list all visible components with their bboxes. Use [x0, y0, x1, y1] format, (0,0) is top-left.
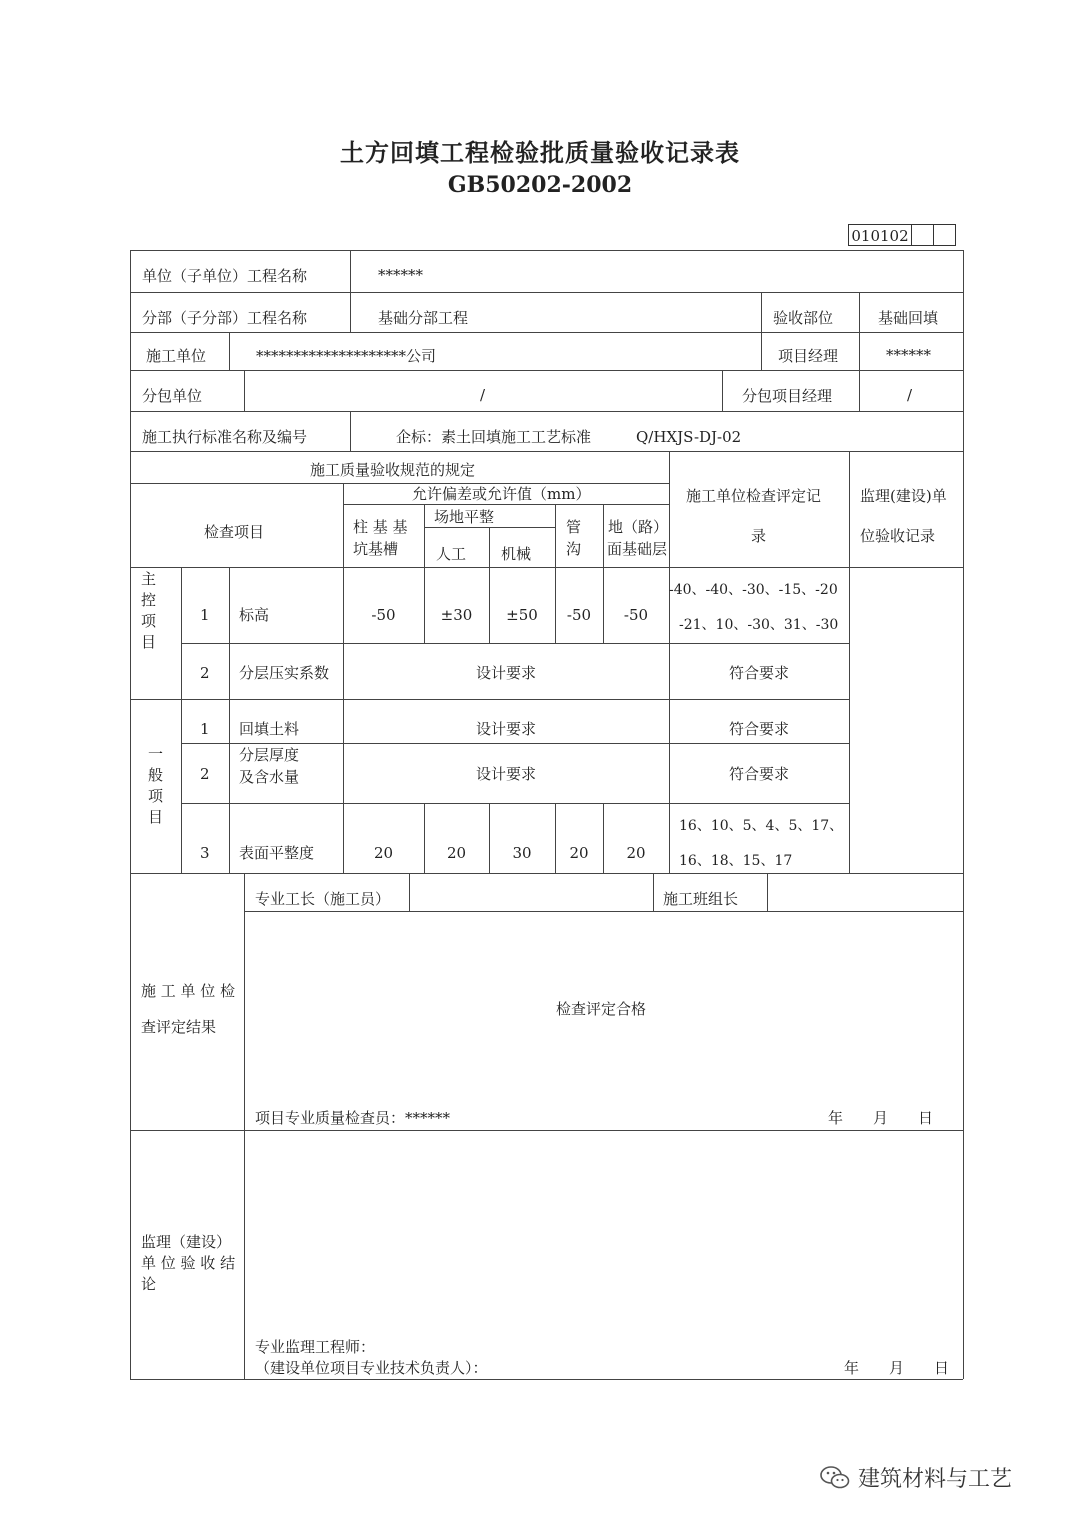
table-rule	[130, 292, 963, 293]
table-rule	[181, 567, 182, 873]
main-group-label-1: 主	[141, 570, 157, 588]
main-item-1-record-line1: -40、-40、-30、-15、-20	[669, 582, 838, 598]
table-rule	[409, 873, 410, 911]
main-item-1-val-manual: ±30	[440, 606, 473, 624]
main-item-1-no: 1	[200, 606, 210, 624]
table-rule	[963, 250, 964, 1379]
sub-project-value: 基础分部工程	[378, 309, 469, 327]
subcontractor-value: /	[480, 386, 486, 404]
table-rule	[722, 370, 723, 411]
standard-code-value: Q/HXJS-DJ-02	[636, 428, 742, 446]
main-item-1-name: 标高	[239, 606, 270, 624]
general-group-label-3: 项	[148, 787, 164, 805]
table-rule	[489, 803, 490, 873]
table-rule	[603, 803, 604, 873]
sub-pm-value: /	[907, 386, 913, 404]
standard-value: 企标：素土回填施工工艺标准	[396, 428, 592, 446]
record-header-line2: 录	[751, 527, 767, 545]
construction-result-label-line1: 施 工 单 位 检	[141, 982, 236, 1000]
general-item-1-name: 回填土料	[239, 720, 300, 738]
acceptance-part-label: 验收部位	[773, 309, 834, 327]
table-rule	[761, 292, 762, 332]
general-item-3-val-machine: 30	[512, 844, 532, 862]
general-item-3-val-ground: 20	[626, 844, 646, 862]
sub-project-label: 分部（子分部）工程名称	[142, 309, 308, 327]
watermark-text: 建筑材料与工艺	[858, 1467, 1013, 1492]
page-title: 土方回填工程检验批质量验收记录表	[340, 138, 740, 167]
table-rule	[489, 527, 490, 643]
table-rule	[859, 292, 860, 332]
table-rule	[859, 332, 860, 370]
general-item-2-no: 2	[200, 765, 210, 783]
constructor-value: ********************公司	[256, 347, 437, 365]
col-site-header: 场地平整	[434, 508, 495, 526]
general-item-3-record-line2: 16、18、15、17	[679, 853, 793, 869]
table-rule	[669, 451, 670, 873]
supervision-label-line1: 监理（建设）	[141, 1233, 232, 1251]
general-group-label-4: 目	[148, 808, 164, 826]
table-rule	[859, 370, 860, 411]
unit-project-value: ******	[378, 266, 423, 284]
tolerance-header: 允许偏差或允许值（mm）	[412, 485, 591, 503]
table-rule	[761, 332, 762, 370]
col-ground-line2: 面基础层	[607, 540, 668, 558]
col-pile-line2: 坑基槽	[353, 540, 399, 558]
supervision-date: 年 月 日	[844, 1359, 950, 1377]
acceptance-part-value: 基础回填	[878, 309, 939, 327]
table-rule	[767, 873, 768, 911]
general-item-3-no: 3	[200, 844, 210, 862]
general-item-3-val-manual: 20	[446, 844, 467, 862]
table-rule	[343, 504, 669, 505]
supervision-engineer: 专业监理工程师：	[255, 1338, 376, 1356]
table-rule	[653, 873, 654, 911]
general-item-2-name-line1: 分层厚度	[239, 746, 300, 764]
col-machine-header: 机械	[501, 545, 532, 563]
main-item-1-val-ground: -50	[623, 606, 649, 624]
table-rule	[244, 873, 245, 1379]
main-item-2-record: 符合要求	[728, 664, 789, 682]
supervision-label-line3: 论	[141, 1275, 157, 1293]
general-item-1-no: 1	[200, 720, 210, 738]
form-code: 010102	[848, 224, 912, 246]
col-ground-line1: 地（路）	[608, 518, 669, 536]
table-rule	[130, 370, 963, 371]
main-item-1-val-machine: ±50	[506, 606, 538, 624]
table-rule	[130, 1379, 963, 1380]
general-item-3-name: 表面平整度	[239, 844, 315, 862]
table-rule	[555, 803, 556, 873]
watermark	[820, 1462, 1012, 1493]
table-rule	[244, 911, 963, 912]
table-rule	[350, 292, 351, 332]
main-group-label-3: 项	[141, 612, 157, 630]
table-rule	[244, 370, 245, 411]
constructor-label: 施工单位	[146, 347, 207, 365]
table-rule	[130, 250, 131, 1379]
team-leader-label: 施工班组长	[663, 890, 739, 908]
table-rule	[181, 643, 849, 644]
project-manager-value: ******	[886, 346, 931, 364]
general-group-label-1: 一	[148, 745, 164, 763]
table-rule	[130, 567, 963, 568]
table-rule	[130, 451, 963, 452]
table-rule	[849, 451, 850, 873]
main-item-2-value: 设计要求	[475, 664, 536, 682]
col-pipe-line1: 管	[566, 518, 582, 536]
quality-inspector: 项目专业质量检查员：******	[255, 1109, 451, 1127]
supervision-header-line2: 位验收记录	[860, 527, 936, 545]
general-group-label-2: 般	[148, 766, 164, 784]
table-rule	[350, 250, 351, 292]
sub-pm-label: 分包项目经理	[742, 387, 833, 405]
general-item-2-value: 设计要求	[475, 765, 536, 783]
table-rule	[350, 411, 351, 451]
supervision-label-line2: 单 位 验 收 结	[141, 1254, 236, 1272]
construction-result-label-line2: 查评定结果	[141, 1018, 217, 1036]
table-rule	[229, 332, 230, 370]
general-item-3-record-line1: 16、10、5、4、5、17、	[679, 818, 844, 834]
table-rule	[130, 483, 669, 484]
table-rule	[181, 803, 849, 804]
main-item-2-name: 分层压实系数	[239, 664, 330, 682]
table-rule	[181, 743, 849, 744]
main-group-label-2: 控	[141, 591, 157, 609]
col-pipe-line2: 沟	[566, 540, 582, 558]
project-manager-label: 项目经理	[778, 347, 839, 365]
foreman-label: 专业工长（施工员）	[255, 890, 391, 908]
general-item-2-name-line2: 及含水量	[239, 768, 300, 786]
general-item-1-record: 符合要求	[728, 720, 789, 738]
general-item-2-record: 符合要求	[728, 765, 789, 783]
col-manual-header: 人工	[436, 545, 467, 563]
check-item-header: 检查项目	[204, 523, 265, 541]
table-rule	[130, 699, 849, 700]
record-header-line1: 施工单位检查评定记	[686, 487, 822, 505]
main-item-1-val-pipe: -50	[566, 606, 592, 624]
general-item-3-val-pile: 20	[373, 844, 394, 862]
table-rule	[229, 567, 230, 873]
subcontractor-label: 分包单位	[142, 387, 203, 405]
supervision-header-line1: 监理(建设)单	[860, 487, 947, 505]
table-rule	[424, 803, 425, 873]
general-item-1-value: 设计要求	[475, 720, 536, 738]
main-item-1-val-pile: -50	[371, 606, 396, 624]
standard-label: 施工执行标准名称及编号	[142, 428, 308, 446]
main-item-2-no: 2	[200, 664, 210, 682]
table-rule	[130, 873, 963, 874]
col-pile-line1: 柱 基 基	[353, 518, 408, 536]
table-rule	[130, 250, 963, 251]
standard-code: GB50202-2002	[447, 172, 633, 198]
construction-conclusion: 检查评定合格	[556, 1000, 647, 1018]
table-rule	[130, 1130, 963, 1131]
spec-header: 施工质量验收规范的规定	[310, 461, 476, 479]
wechat-icon	[820, 1465, 850, 1491]
unit-project-label: 单位（子单位）工程名称	[142, 267, 308, 285]
table-rule	[130, 332, 963, 333]
owner-representative: （建设单位项目专业技术负责人）：	[255, 1359, 488, 1377]
general-item-3-val-pipe: 20	[569, 844, 589, 862]
main-item-1-record-line2: -21、10、-30、31、-30	[679, 617, 839, 633]
construction-date: 年 月 日	[828, 1109, 934, 1127]
main-group-label-4: 目	[141, 633, 157, 651]
table-rule	[130, 411, 963, 412]
